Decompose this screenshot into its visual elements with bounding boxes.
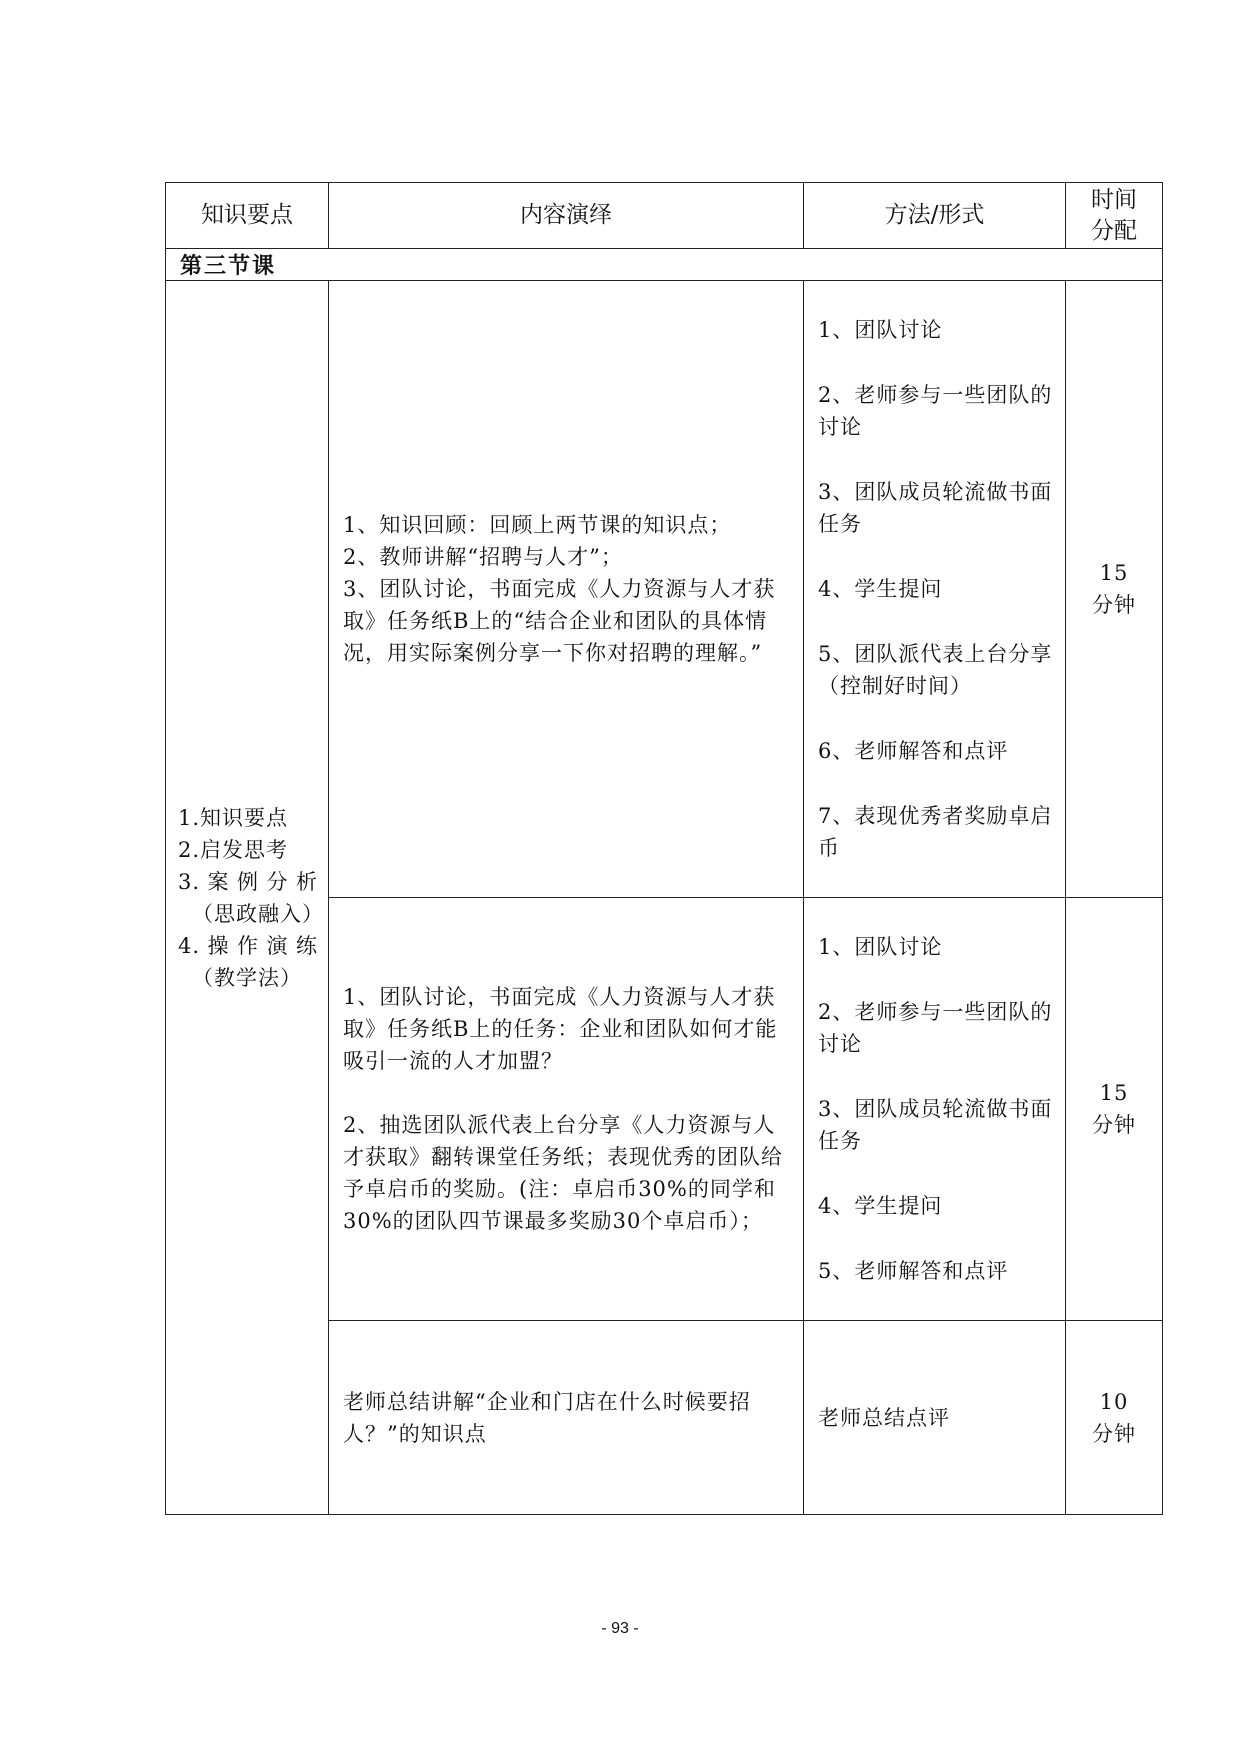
knowledge-point-item: 2.启发思考 <box>178 837 289 862</box>
content-paragraph: 老师总结讲解“企业和门店在什么时候要招人？”的知识点 <box>343 1389 751 1446</box>
lesson-plan-table <box>165 182 1163 1515</box>
time-cell <box>1066 281 1163 898</box>
knowledge-point-item: 1.知识要点 <box>178 805 289 830</box>
content-paragraph: 2、抽选团队派代表上台分享《人力资源与人才获取》翻转课堂任务纸；表现优秀的团队给予卓启币的奖励。(注：卓启币30%的同学和30%的团队四节课最多奖励30个卓启币）； <box>343 1113 783 1233</box>
header-content: 内容演绎 <box>329 183 804 249</box>
method-item: 2、老师参与一些团队的讨论 <box>818 1000 1053 1056</box>
time-value: 10 <box>1099 1389 1129 1414</box>
method-item: 7、表现优秀者奖励卓启币 <box>818 804 1053 860</box>
method-item: 老师总结点评 <box>818 1405 950 1430</box>
time-unit: 分钟 <box>1092 593 1136 617</box>
section-row <box>166 249 1163 281</box>
time-unit: 分钟 <box>1092 1113 1136 1137</box>
knowledge-points-cell <box>166 281 329 1515</box>
header-method: 方法/形式 <box>804 183 1066 249</box>
content-cell <box>329 898 804 1321</box>
method-item: 3、团队成员轮流做书面任务 <box>818 480 1053 536</box>
method-item: 5、团队派代表上台分享（控制好时间） <box>818 642 1053 698</box>
knowledge-point-item: 3.案例分析 <box>178 869 318 894</box>
header-time-line1: 时间 <box>1091 186 1137 213</box>
method-item: 5、老师解答和点评 <box>818 1259 1009 1283</box>
time-value: 15 <box>1099 1081 1129 1105</box>
method-item: 6、老师解答和点评 <box>818 739 1009 763</box>
knowledge-point-item: 4.操作演练 <box>178 933 318 958</box>
method-item: 1、团队讨论 <box>818 935 943 959</box>
header-time <box>1066 183 1163 249</box>
section-title: 第三节课 <box>166 249 1163 281</box>
content-paragraph: 1、知识回顾：回顾上两节课的知识点； 2、教师讲解“招聘与人才”； 3、团队讨论，书面完成《人力资源与人才获取》任务纸B上的“结合企业和团队的具体情况，用实际案例分享一下你对招聘的理解。” <box>343 513 776 665</box>
header-knowledge-points: 知识要点 <box>166 183 329 249</box>
header-time-line2: 分配 <box>1091 217 1137 244</box>
method-item: 4、学生提问 <box>818 577 943 601</box>
page-number: - 93 - <box>601 1620 639 1637</box>
time-value: 15 <box>1099 561 1129 585</box>
knowledge-point-item: （教学法） <box>192 965 302 990</box>
table-row <box>166 281 1163 898</box>
time-cell <box>1066 1321 1163 1515</box>
content-paragraph: 1、团队讨论，书面完成《人力资源与人才获取》任务纸B上的任务：企业和团队如何才能吸引一流的人才加盟？ <box>343 985 778 1073</box>
knowledge-point-item: （思政融入） <box>192 901 324 926</box>
time-cell <box>1066 898 1163 1321</box>
time-unit: 分钟 <box>1092 1421 1136 1446</box>
knowledge-points-list <box>178 802 324 994</box>
method-item: 4、学生提问 <box>818 1194 943 1218</box>
method-cell <box>804 281 1066 898</box>
method-item: 3、团队成员轮流做书面任务 <box>818 1097 1053 1153</box>
content-cell <box>329 281 804 898</box>
header-row <box>166 183 1163 249</box>
method-cell <box>804 898 1066 1321</box>
method-item: 2、老师参与一些团队的讨论 <box>818 383 1053 439</box>
method-cell <box>804 1321 1066 1515</box>
method-item: 1、团队讨论 <box>818 318 943 342</box>
content-cell <box>329 1321 804 1515</box>
